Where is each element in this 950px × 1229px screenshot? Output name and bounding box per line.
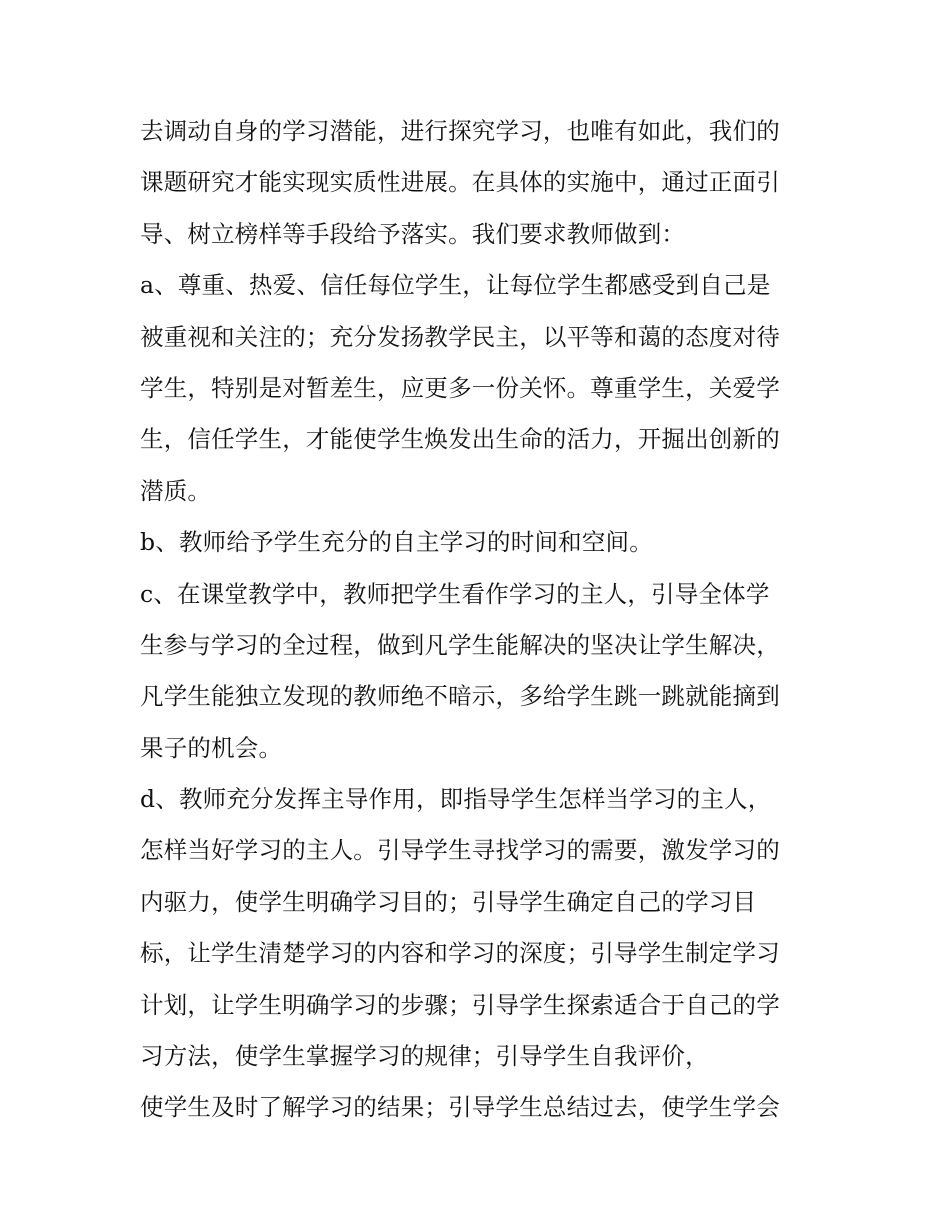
text-line: 计划，让学生明确学习的步骤；引导学生探索适合于自己的学 [140, 990, 780, 1019]
text-line: 果子的机会。 [140, 733, 283, 762]
text-line: 标，让学生清楚学习的内容和学习的深度；引导学生制定学习 [140, 939, 780, 968]
text-line: d、教师充分发挥主导作用，即指导学生怎样当学习的主人， [140, 785, 772, 814]
text-line: 凡学生能独立发现的教师绝不暗示，多给学生跳一跳就能摘到 [140, 682, 780, 711]
text-line: 导、树立榜样等手段给予落实。我们要求教师做到： [140, 219, 686, 248]
text-line: 生，信任学生，才能使学生焕发出生命的活力，开掘出创新的 [140, 425, 780, 454]
text-line: 去调动自身的学习潜能，进行探究学习，也唯有如此，我们的 [140, 117, 780, 145]
text-line: a、尊重、热爱、信任每位学生，让每位学生都感受到自己是 [140, 271, 771, 300]
text-line: 内驱力，使学生明确学习目的；引导学生确定自己的学习目 [140, 887, 757, 916]
text-line: 使学生及时了解学习的结果；引导学生总结过去，使学生学会 [140, 1093, 780, 1122]
text-line: b、教师给予学生充分的自主学习的时间和空间。 [140, 528, 653, 557]
text-line: 怎样当好学习的主人。引导学生寻找学习的需要，激发学习的 [140, 836, 780, 865]
text-line: 课题研究才能实现实质性进展。在具体的实施中，通过正面引 [140, 168, 780, 197]
text-line: 生参与学习的全过程，做到凡学生能解决的坚决让学生解决， [140, 630, 780, 659]
text-line: 潜质。 [140, 476, 212, 505]
text-line: 学生，特别是对暂差生，应更多一份关怀。尊重学生，关爱学 [140, 373, 780, 402]
text-line: 被重视和关注的；充分发扬教学民主，以平等和蔼的态度对待 [140, 322, 780, 351]
body-text [140, 106, 840, 1134]
text-line: c、在课堂教学中，教师把学生看作学习的主人，引导全体学 [140, 579, 770, 608]
text-line: 习方法，使学生掌握学习的规律；引导学生自我评价， [140, 1042, 709, 1071]
